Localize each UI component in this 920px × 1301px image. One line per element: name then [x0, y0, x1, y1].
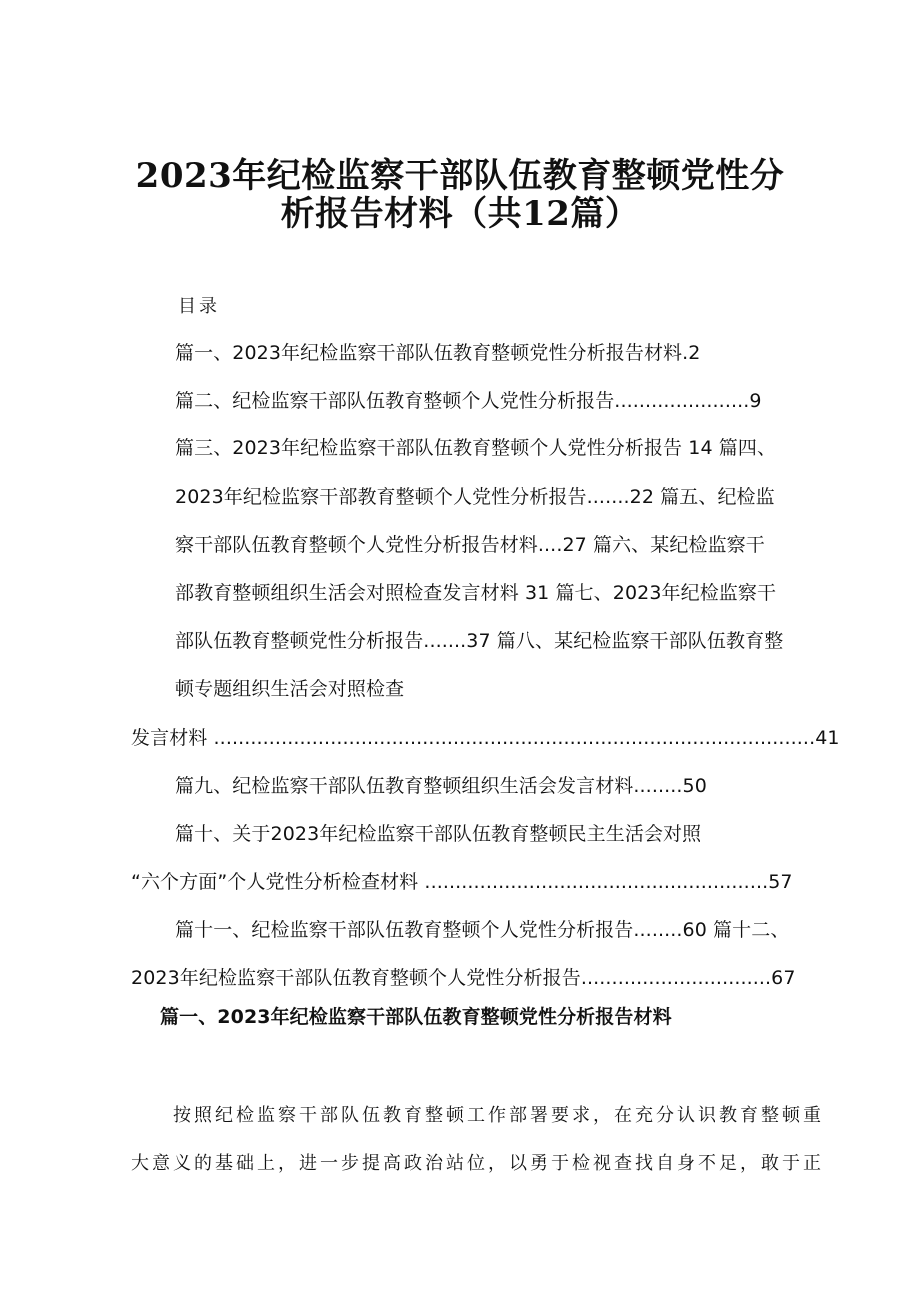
toc-label: 目录: [178, 296, 220, 317]
toc-line: 篇十、关于2023年纪检监察干部队伍教育整顿民主生活会对照: [175, 823, 702, 845]
toc-line: 察干部队伍教育整顿个人党性分析报告材料....27 篇六、某纪检监察干: [175, 534, 765, 556]
toc-line: 2023年纪检监察干部教育整顿个人党性分析报告.......22 篇五、纪检监: [175, 486, 775, 508]
toc-line: 篇二、纪检监察干部队伍教育整顿个人党性分析报告......................9: [175, 390, 762, 412]
toc-line: 篇三、2023年纪检监察干部队伍教育整顿个人党性分析报告 14 篇四、: [175, 437, 777, 459]
toc-line: 部教育整顿组织生活会对照检查发言材料 31 篇七、2023年纪检监察干: [175, 582, 777, 604]
toc-line: 2023年纪检监察干部队伍教育整顿个人党性分析报告...............................67: [131, 967, 796, 989]
toc-line: 顿专题组织生活会对照检查: [175, 678, 405, 700]
toc-line: 篇九、纪检监察干部队伍教育整顿组织生活会发言材料........50: [175, 775, 707, 797]
toc-line: 篇一、2023年纪检监察干部队伍教育整顿党性分析报告材料.2: [175, 342, 701, 364]
document-title-line-2: 析报告材料（共12篇）: [280, 194, 640, 234]
body-paragraph-line: 大意义的基础上，进一步提高政治站位，以勇于检视查找自身不足，敢于正: [131, 1153, 824, 1174]
section-heading: 篇一、2023年纪检监察干部队伍教育整顿党性分析报告材料: [160, 1006, 672, 1028]
document-title-line-1: 2023年纪检监察干部队伍教育整顿党性分: [135, 156, 785, 196]
body-paragraph-line: 按照纪检监察干部队伍教育整顿工作部署要求，在充分认识教育整顿重: [173, 1105, 824, 1126]
toc-line: 部队伍教育整顿党性分析报告.......37 篇八、某纪检监察干部队伍教育整: [175, 630, 784, 652]
toc-line: “六个方面”个人党性分析检查材料 ........................................................57: [131, 871, 793, 893]
toc-line: 篇十一、纪检监察干部队伍教育整顿个人党性分析报告........60 篇十二、: [175, 919, 790, 941]
toc-line: 发言材料 ..................................................................................................41: [131, 727, 840, 749]
